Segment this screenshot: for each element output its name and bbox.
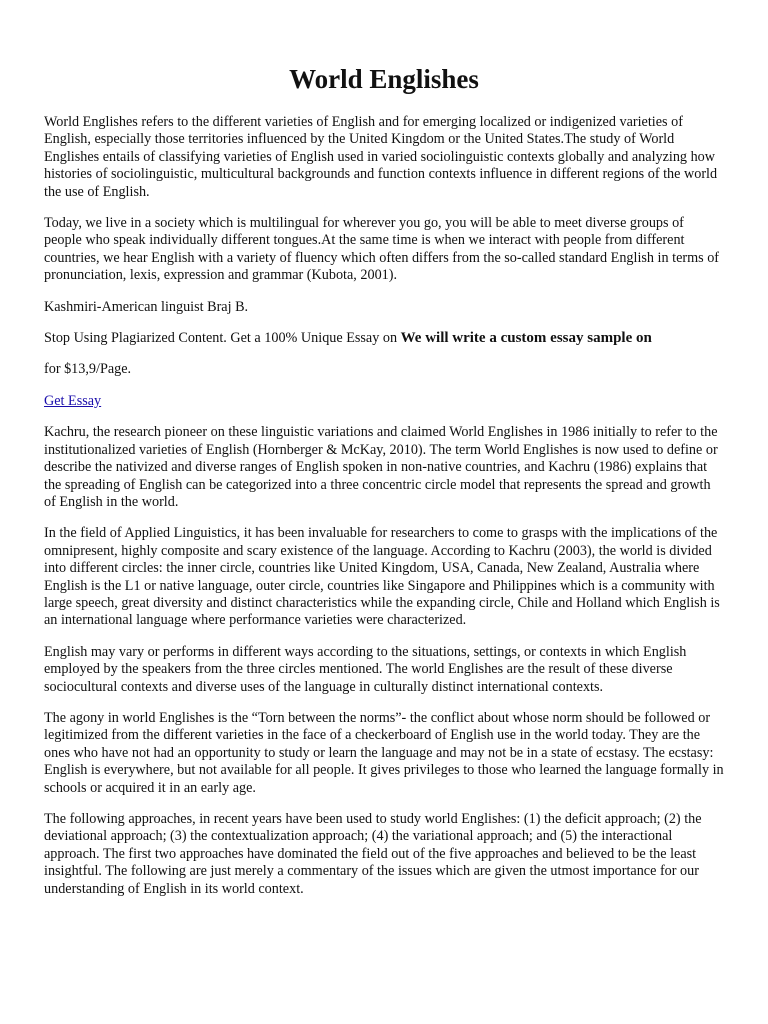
paragraph-intro: World Englishes refers to the different varieties of English and for emerging localized or indigenized varieties of English, especially those territories influenced by the United Kingdom or the United States.The study of World Englishes entails of classifying varieties of English used in varied sociolinguistic contexts globally and analyzing how histories of sociolinguistic, multicultural backgrounds and function contexts influence in different regions of the world the use of English. [44, 114, 718, 200]
essay-promo [44, 330, 724, 347]
paragraph-variation: English may vary or performs in different ways according to the situations, settings, or contexts in which English employed by the speakers from the three circles mentioned. The world Englishes are the result of these diverse sociocultural contexts and diverse uses of the language in culturally distinct international contexts. [44, 643, 687, 695]
get-essay-paragraph [44, 393, 724, 410]
paragraph-agony: The agony in world Englishes is the “Torn between the norms”- the conflict about whose norm should be followed or legitimized from the different varieties in the face of a checkerboard of English use in the world today. They are the ones who have not had an opportunity to study or learn the language and may not be in a state of ecstasy. The ecstasy: English is everywhere, but not available for all people. It gives privileges to those who learned the language formally in schools or acquired it in an early age. [44, 709, 724, 796]
paragraph-approaches: The following approaches, in recent years have been used to study world Englishes: (1) the deficit approach; (2) the deviational approach; (3) the contextualization approach; (4) the variational approach; and (5) the interactional approach. The first two approaches have dominated the field out of the five approaches and believed to be the least insightful. The following are just merely a commentary of the issues which are given the utmost importance for our understanding of English in its world context. [44, 811, 702, 897]
page-title: World Englishes [289, 64, 479, 94]
paragraph-linguist: Kashmiri-American linguist Braj B. [44, 298, 249, 315]
article-body [44, 114, 724, 912]
essay-promo-strong: We will write a custom essay sample on [400, 330, 652, 347]
paragraph-multilingual: Today, we live in a society which is multilingual for wherever you go, you will be able to meet diverse groups of people who speak individually different tongues.At the same time is when we interact with people from different countries, we hear English with a variety of fluency which often differs from the so-called standard English in terms of pronunciation, lexis, expression and grammar (Kubota, 2001). [44, 215, 720, 284]
essay-promo-text: Stop Using Plagiarized Content. Get a 100% Unique Essay on [44, 330, 401, 347]
paragraph-applied-linguistics: In the field of Applied Linguistics, it has been invaluable for researchers to come to grasps with the implications of the omnipresent, highly composite and scary existence of the language. According to Kachru (2003), the world is divided into different circles: the inner circle, countries like United Kingdom, USA, Canada, New Zealand, Australia where English is the L1 or native language, outer circle, countries like Singapore and Philippines which is a community with large speech, great diversity and distinct characteristics while the expanding circle, Chile and Holland which English is an international language where performance varieties were characterized. [44, 525, 720, 629]
get-essay-link[interactable]: Get Essay [44, 392, 102, 409]
essay-price: for $13,9/Page. [44, 361, 132, 378]
paragraph-kachru: Kachru, the research pioneer on these linguistic variations and claimed World Englishes in 1986 initially to refer to the institutionalized varieties of English (Hornberger & McKay, 2010). The term World Englishes is now used to define or describe the nativized and diverse ranges of English spoken in non-native countries, and Kachru (1986) explains that the spreading of English can be categorized into a three concentric circle model that represents the spread and growth of English in the world. [44, 424, 718, 510]
